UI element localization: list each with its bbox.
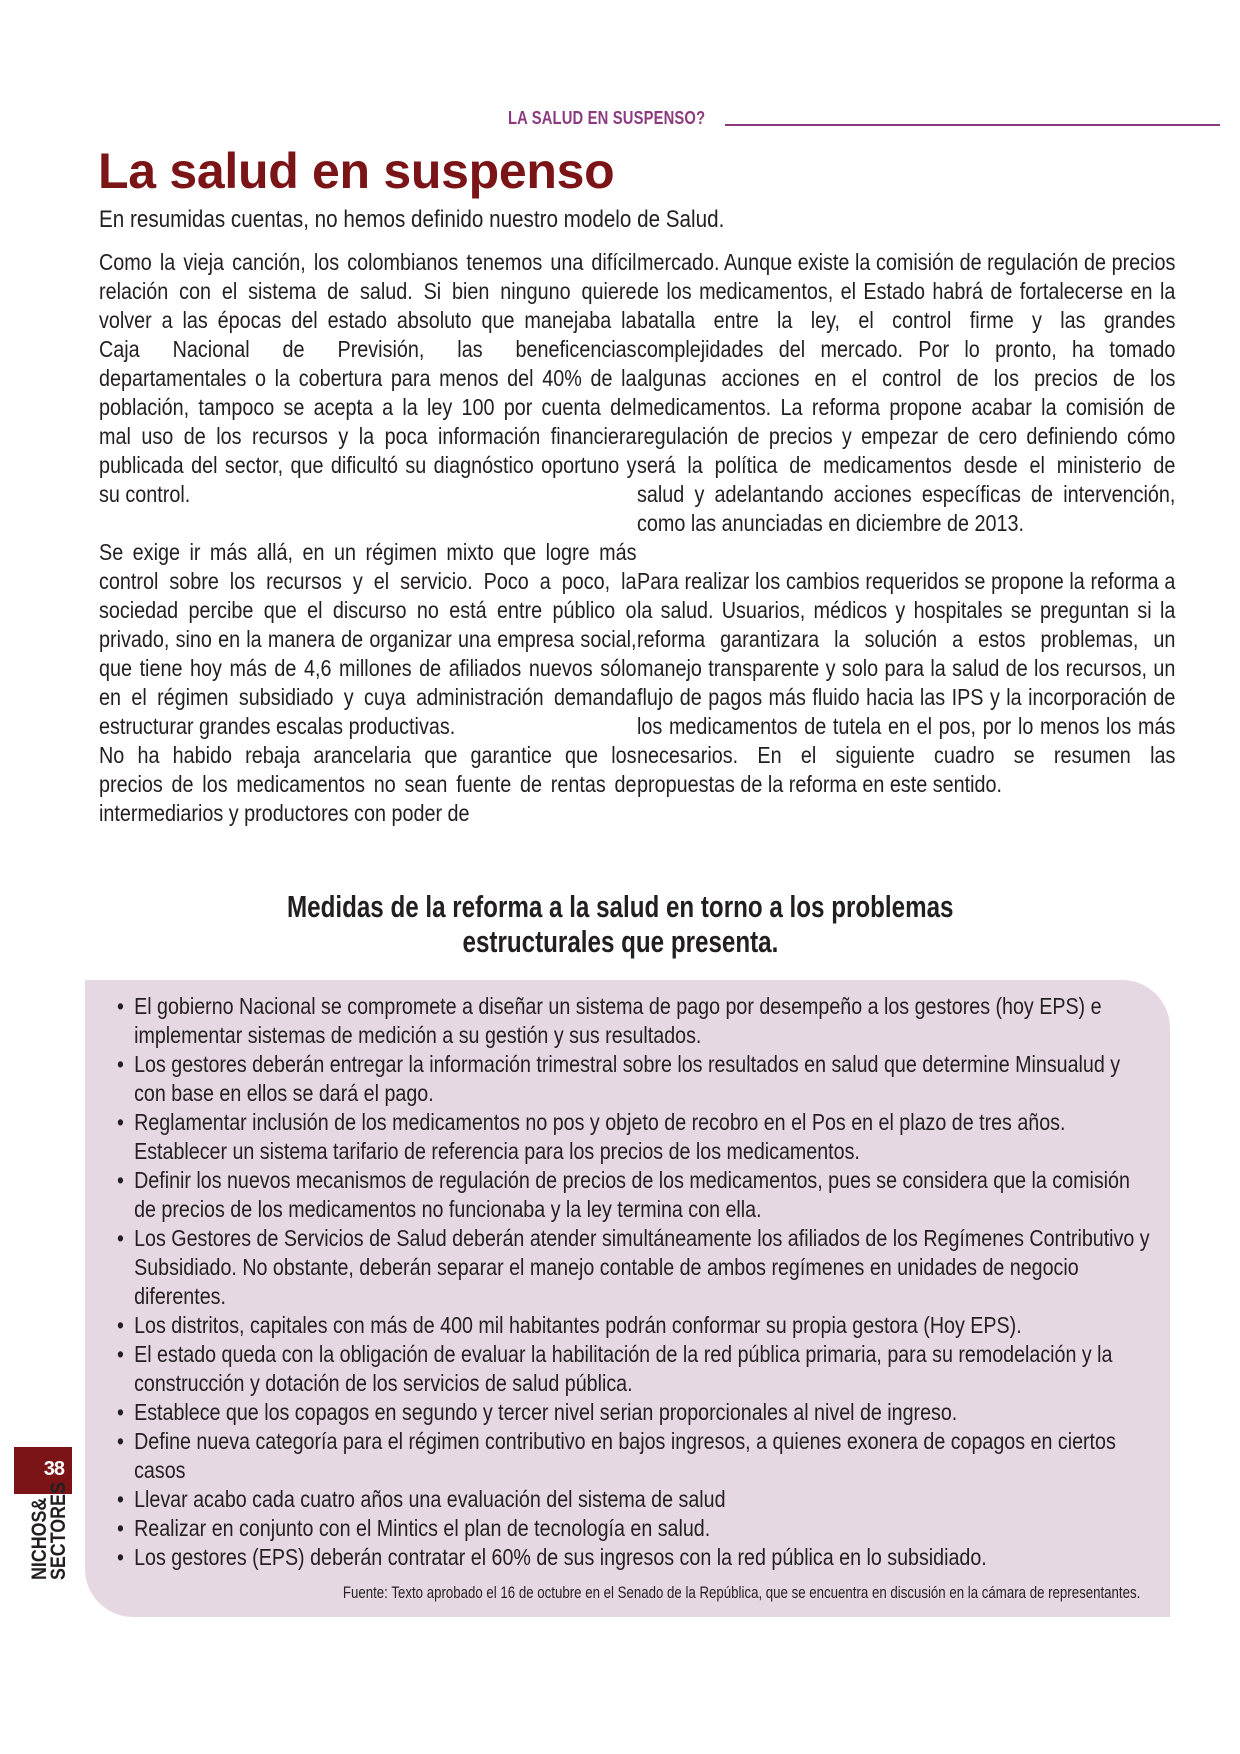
list-item [117,1311,1152,1340]
bullet-icon: • [117,993,124,1019]
list-item-text: Llevar acabo cada cuatro años una evaluación del sistema de salud [134,1486,726,1512]
bullet-icon: • [117,1399,124,1425]
measures-list [117,992,1152,1572]
list-item [117,1485,1152,1514]
list-item-text: Los Gestores de Servicios de Salud deberán atender simultáneamente los afiliados de los Regímenes Contributivo y Subsidiado. No obstante, deberán separar el manejo contable de ambos regímenes en unidades de negocio diferentes. [134,1225,1150,1309]
section-rule [725,124,1220,126]
bullet-icon: • [117,1225,124,1251]
source-note: Fuente: Texto aprobado el 16 de octubre en el Senado de la República, que se encuentra en discusión en la cámara de representantes. [342,1583,1140,1602]
box-title-line: Medidas de la reforma a la salud en torno a los problemas [286,889,954,924]
article-column-left [99,248,637,828]
article-subtitle: En resumidas cuentas, no hemos definido nuestro modelo de Salud. [99,206,725,233]
bullet-icon: • [117,1109,124,1135]
section-tag: LA SALUD EN SUSPENSO? [508,108,706,128]
bullet-icon: • [117,1515,124,1541]
bullet-icon: • [117,1428,124,1454]
box-title [120,889,1120,959]
page-number: 38 [43,1458,64,1480]
list-item [117,992,1152,1050]
paragraph: Como la vieja canción, los colombianos tenemos una difícil relación con el sistema de salud. Si bien ninguno quiere volver a las épocas del estado absoluto que manejaba la Caja Nacional de Previsión, las beneficencias departamentales o la cobertura para menos del 40% de la población, tampoco se acepta a la ley 100 por cuenta del mal uso de los recursos y la poca información financiera publicada del sector, que dificultó su diagnóstico oportuno y su control. [99,249,637,507]
list-item [117,1108,1152,1166]
bullet-icon: • [117,1167,124,1193]
article-title: La salud en suspenso [98,143,615,199]
paragraph: Para realizar los cambios requeridos se propone la reforma a la salud. Usuarios, médicos y hospitales se preguntan si la reforma garantizara la solución a estos problemas, un manejo transparente y solo para la salud de los recursos, un flujo de pagos más fluido hacia las IPS y la incorporación de los medicamentos de tutela en el pos, por lo menos los más necesarios. En el siguiente cuadro se resumen las propuestas de la reforma en este sentido. [637,568,1176,797]
bullet-icon: • [117,1051,124,1077]
list-item [117,1398,1152,1427]
list-item-text: El estado queda con la obligación de evaluar la habilitación de la red pública primaria, para su remodelación y la construcción y dotación de los servicios de salud pública. [134,1341,1113,1396]
list-item-text: Los gestores (EPS) deberán contratar el 60% de sus ingresos con la red pública en lo subsidiado. [134,1544,987,1570]
bullet-icon: • [117,1312,124,1338]
list-item [117,1340,1152,1398]
list-item [117,1050,1152,1108]
brand-line: NICHOS& [28,1497,51,1580]
list-item-text: Los gestores deberán entregar la información trimestral sobre los resultados en salud que determine Minsualud y con base en ellos se dará el pago. [134,1051,1121,1106]
paragraph: mercado. Aunque existe la comisión de regulación de precios de los medicamentos, el Estado habrá de fortalecerse en la batalla entre la ley, el control firme y las grandes complejidades del mercado. Por lo pronto, ha tomado algunas acciones en el control de los precios de los medicamentos. La reforma propone acabar la comisión de regulación de precios y empezar de cero definiendo cómo será la política de medicamentos desde el ministerio de salud y adelantando acciones específicas de intervención, como las anunciadas en diciembre de 2013. [637,249,1176,536]
bullet-icon: • [117,1544,124,1570]
brand-line: SECTORES [47,1482,70,1580]
list-item-text: Establece que los copagos en segundo y tercer nivel serian proporcionales al nivel de ingreso. [134,1399,958,1425]
paragraph: Se exige ir más allá, en un régimen mixto que logre más control sobre los recursos y el servicio. Poco a poco, la sociedad percibe que el discurso no está entre público o privado, sino en la manera de organizar una empresa social, que tiene hoy más de 4,6 millones de afiliados nuevos sólo en el régimen subsidiado y cuya administración demanda estructurar grandes escalas productivas. [99,539,637,739]
brand-logo [30,1465,68,1580]
list-item-text: Reglamentar inclusión de los medicamentos no pos y objeto de recobro en el Pos en el plazo de tres años. Establecer un sistema tarifario de referencia para los precios de los medicamentos. [134,1109,1066,1164]
list-item [117,1224,1152,1311]
list-item-text: Los distritos, capitales con más de 400 mil habitantes podrán conformar su propia gestora (Hoy EPS). [134,1312,1022,1338]
paragraph: No ha habido rebaja arancelaria que garantice que los precios de los medicamentos no sean fuente de rentas de intermediarios y productores con poder de [99,742,637,826]
list-item-text: Realizar en conjunto con el Mintics el plan de tecnología en salud. [134,1515,711,1541]
list-item-text: Definir los nuevos mecanismos de regulación de precios de los medicamentos, pues se considera que la comisión de precios de los medicamentos no funcionaba y la ley termina con ella. [134,1167,1130,1222]
bullet-icon: • [117,1341,124,1367]
list-item-text: El gobierno Nacional se compromete a diseñar un sistema de pago por desempeño a los gestores (hoy EPS) e implementar sistemas de medición a su gestión y sus resultados. [134,993,1102,1048]
measures-box [85,980,1170,1617]
box-title-line: estructurales que presenta. [462,924,778,959]
list-item [117,1166,1152,1224]
bullet-icon: • [117,1486,124,1512]
list-item [117,1514,1152,1543]
list-item [117,1543,1152,1572]
article-column-right [637,248,1175,799]
list-item-text: Define nueva categoría para el régimen contributivo en bajos ingresos, a quienes exonera de copagos en ciertos casos [134,1428,1116,1483]
list-item [117,1427,1152,1485]
